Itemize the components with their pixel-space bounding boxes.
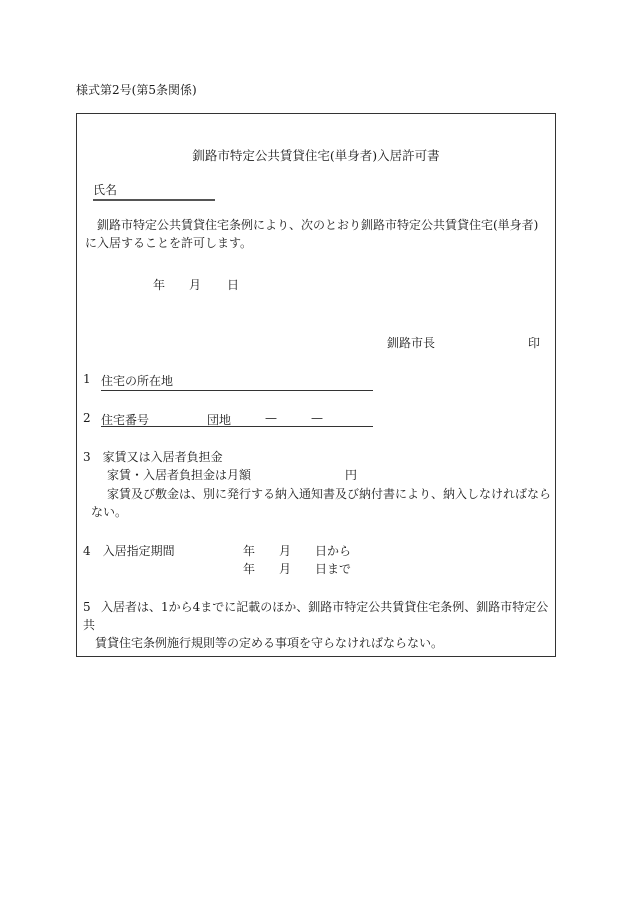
item2-field [101,411,373,427]
rent-line: 家賃・入居者負担金は月額 [107,468,252,482]
item1-number: 1 [83,372,91,386]
yen-unit: 円 [345,468,358,482]
item4-number: 4 [83,544,91,558]
item2-dash1: — [265,411,277,425]
item3-heading [83,448,223,465]
item2-label: 住宅番号 [101,413,150,427]
intro-text: 釧路市特定公共賃貸住宅条例により、次のとおり釧路市特定公共賃貸住宅(単身者)に入居することを許可します。 [85,218,539,250]
period-to-year: 年 [243,562,256,576]
form-number: 様式第2号(第5条関係) [76,83,197,97]
item2-number: 2 [83,411,91,425]
document-title: 釧路市特定公共賃貸住宅(単身者)入居許可書 [192,148,440,163]
item5-line2: 賃貸住宅条例施行規則等の定める事項を守らなければならない。 [95,636,444,650]
item5-line1: 入居者は、1から4までに記載のほか、釧路市特定公共賃貸住宅条例、釧路市特定公共 [83,600,549,632]
item4-heading [83,542,175,559]
permit-form-frame [76,113,556,657]
intro-paragraph [85,216,549,252]
item3-number: 3 [83,450,91,464]
item2-dash2: — [311,411,323,425]
item1-field [101,372,373,391]
rent-note: 家賃及び敷金は、別に発行する納入通知書及び納付書により、納入しなければならない。 [91,487,552,519]
name-label: 氏名 [93,183,118,197]
period-from-year: 年 [243,544,256,558]
period-to-day: 日まで [315,562,352,576]
item5-paragraph [83,598,551,652]
item3-label: 家賃又は入居者負担金 [102,450,223,464]
name-field [93,181,215,201]
date-year: 年 [153,278,166,292]
item4-label: 入居指定期間 [102,544,175,558]
item2-danchi: 団地 [207,413,232,427]
date-month: 月 [189,278,202,292]
period-from-month: 月 [279,544,292,558]
period-to-month: 月 [279,562,292,576]
issuer-title: 釧路市長 [387,336,436,350]
item1-label: 住宅の所在地 [101,374,174,388]
date-day: 日 [227,278,240,292]
seal-mark: 印 [528,336,541,350]
item5-number: 5 [83,600,91,614]
period-from-day: 日から [315,544,352,558]
